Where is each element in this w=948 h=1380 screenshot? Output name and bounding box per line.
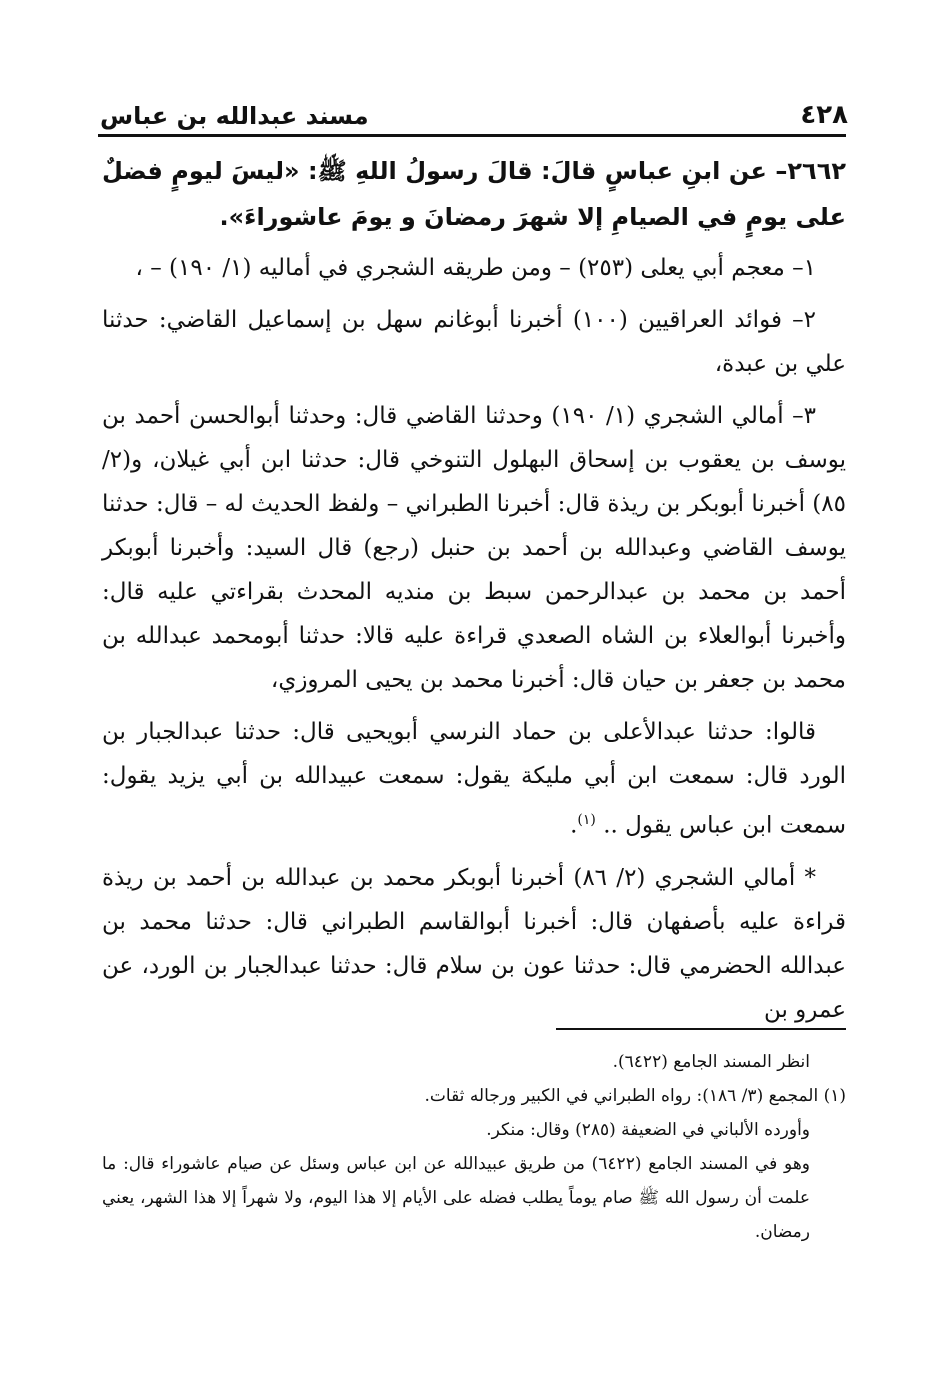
running-title: مسند عبدالله بن عباس	[100, 102, 369, 130]
page-header	[100, 86, 848, 130]
qalu-paragraph: قالوا: حدثنا عبدالأعلى بن حماد النرسي أبويحيى قال: حدثنا عبدالجبار بن الورد قال: سمعت ابن أبي مليكة يقول: سمعت عبيدالله بن أبي يزيد يقول: سمعت ابن عباس يقول .. $^{(١)}$.	[102, 719, 846, 839]
footnotes	[102, 1045, 846, 1249]
footnote-line: انظر المسند الجامع (٦٤٢٢).	[612, 1052, 810, 1072]
footnote-line: وهو في المسند الجامع (٦٤٢٢) من طريق عبيدالله عن ابن عباس وسئل عن صيام عاشوراء قال: ما علمت أن رسول الله ﷺ صام يوماً يطلب فضله على الأيام إلا هذا اليوم، ولا شهراً إلا هذا الشهر، يعني رمضان.	[102, 1154, 810, 1242]
star-note: * أمالي الشجري (٢/ ٨٦) أخبرنا أبوبكر محمد بن عبدالله بن أحمد بن ريذة قراءة عليه بأصفهان قال: أخبرنا أبوالقاسم الطبراني قال: حدثنا محمد بن عبدالله الحضرمي قال: حدثنا عون بن سلام قال: حدثنا عبدالجبار بن الورد، عن عمرو بن	[102, 864, 846, 1023]
page-number: ٤٢٨	[800, 100, 848, 130]
main-text	[102, 148, 846, 1040]
footnote-rule	[556, 1028, 846, 1030]
hadith-text: ٢٦٦٢– عن ابنِ عباسٍ قالَ: قالَ رسولُ اللهِ ﷺ: «ليسَ ليومٍ فضلٌ على يومٍ في الصيامِ إلا شهرَ رمضانَ و يومَ عاشوراءَ».	[102, 157, 846, 231]
footnote-line: وأورده الألباني في الضعيفة (٢٨٥) وقال: منكر.	[486, 1120, 810, 1140]
source-2: ٢– فوائد العراقيين (١٠٠) أخبرنا أبوغانم سهل بن إسماعيل القاضي: حدثنا علي بن عبدة،	[102, 307, 846, 377]
source-3: ٣– أمالي الشجري (١/ ١٩٠) وحدثنا القاضي قال: وحدثنا أبوالحسن أحمد بن يوسف بن يعقوب بن إسحاق البهلول التنوخي قال: حدثنا ابن أبي غيلان، و(٢/ ٨٥) أخبرنا أبوبكر بن ريذة قال: أخبرنا الطبراني – ولفظ الحديث له – قال: حدثنا يوسف القاضي وعبدالله بن أحمد بن حنبل (رجع) قال السيد: وأخبرنا أبوبكر أحمد بن محمد بن عبدالرحمن سبط بن منديه المحدث بقراءتي عليه قال: وأخبرنا أبوالعلاء بن الشاه الصعدي قراءة عليه قالا: حدثنا أبومحمد عبدالله بن محمد بن جعفر بن حيان قال: أخبرنا محمد بن يحيى المروزي،	[102, 403, 846, 693]
footnote-ref: (١)	[577, 812, 596, 828]
header-rule	[98, 134, 846, 137]
footnote-line: (١) المجمع (٣/ ١٨٦): رواه الطبراني في الكبير ورجاله ثقات.	[424, 1086, 846, 1106]
qalu-text: قالوا: حدثنا عبدالأعلى بن حماد النرسي أبويحيى قال: حدثنا عبدالجبار بن الورد قال: سمعت ابن أبي مليكة يقول: سمعت عبيدالله بن أبي يزيد يقول: سمعت ابن عباس يقول ..	[102, 719, 846, 839]
source-1: ١– معجم أبي يعلى (٢٥٣) – ومن طريقه الشجري في أماليه (١/ ١٩٠) – ،	[135, 255, 816, 281]
